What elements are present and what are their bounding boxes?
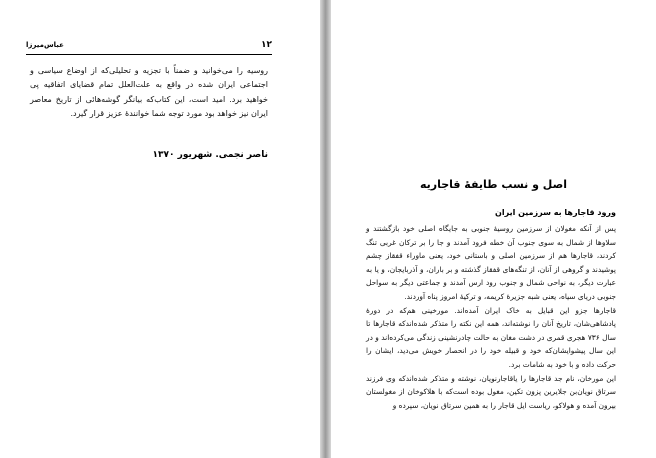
running-head: عباس‌میرزا bbox=[26, 41, 64, 49]
author-signature: ناصر نجمی. شهریور ۱۳۷۰ bbox=[152, 150, 268, 160]
right-page-body bbox=[366, 222, 616, 412]
left-paragraph: روسیه را می‌خوانید و ضمناً با تجزیه و تحلیلی‌که از اوضاع سیاسی و اجتماعی ایران شده در واقع به علت‌العلل تمام قضایای اتفاقیه پی خواهید برد. امید است، این کتاب‌که بیانگر گوشه‌هائی از تاریخ معاصر ایران نیز خواهد بود مورد توجه شما خوانندهٔ عزیز قرار گیرد. bbox=[30, 66, 268, 118]
body-paragraph-1: پس از آنکه مغولان از سرزمین روسیهٔ جنوبی به جایگاه اصلی خود بازگشتند و سلاوها از شمال به سوی جنوب آن خطه فرود آمدند و جا را بر ترکان غربی تنگ کردند، قاجارها هم از سرزمین اصلی و باستانی خود، یعنی ماوراء قفقاز چشم پوشیدند و گروهی از آنان، از تنگه‌های قفقاز گذشته و بر باران، و آذربایجان، و یا به عبارت دیگر، به نواحی شمال و جنوب رود ارس آمدند و جماعتی دیگر به سواحل جنوبی دریای سیاه، یعنی شبه جزیرهٔ کریمه، و ترکیهٔ امروز پناه آوردند. bbox=[366, 224, 616, 301]
body-paragraph-2: قاجارها جزو این قبایل به خاک ایران آمده‌اند. مورخینی هم‌که در دورهٔ پادشاهی‌شان، تاریخ آنان را نوشته‌اند، همه این نکته را متذکر شده‌اندکه قاجارها تا سال ۷۳۶ هجری قمری در دشت مغان به حالت چادرنشینی زندگی می‌کرده‌اند و در این سال پیشوایشان‌که خود و قبیله خود را در انحصار خویش می‌دید، ایشان را حرکت داده و با خود به شامات برد. bbox=[366, 305, 616, 369]
book-gutter bbox=[320, 0, 331, 458]
body-paragraph-3: این مورخان، نام جد قاجارها را یاقاجارنویان، نوشته و متذکر شده‌اندکه وی فرزند سرتاق نویان‌بن جلایرین پزون تکین، مغول بوده است‌که با هلاکوخان از مغولستان بیرون آمده و هولاکو، ریاست ایل قاجار را به همین سرتاق نویان، سپرده و bbox=[366, 373, 616, 410]
page-number: ۱۲ bbox=[261, 40, 272, 50]
section-heading: ورود قاجارها به سرزمین ایران bbox=[495, 208, 616, 217]
left-page-header bbox=[26, 40, 272, 55]
chapter-title: اصل و نسب طایفهٔ قاجاریه bbox=[419, 178, 568, 191]
left-page-body bbox=[30, 64, 268, 121]
